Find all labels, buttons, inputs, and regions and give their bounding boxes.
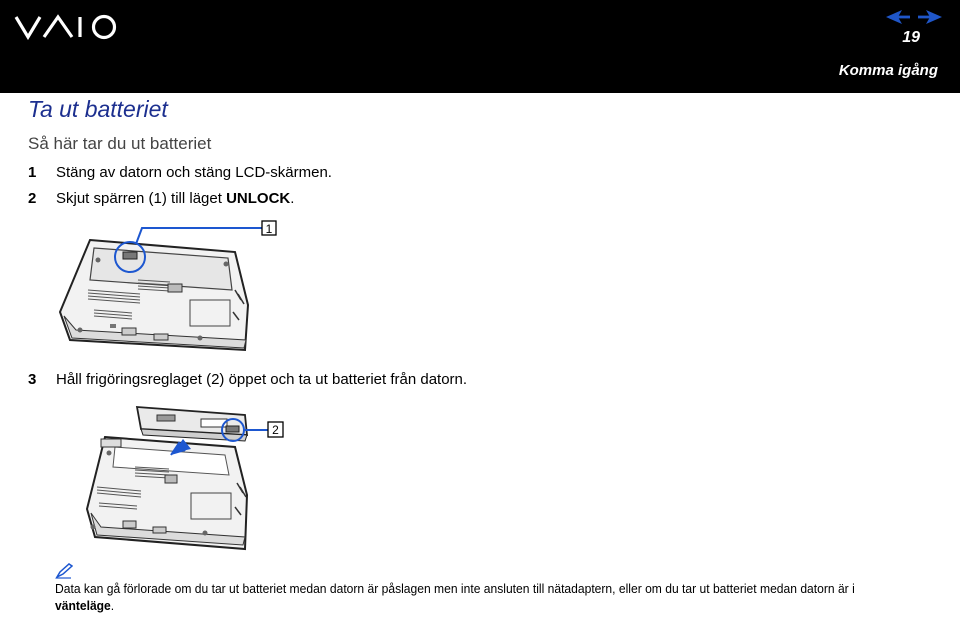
figure-laptop-latch	[50, 220, 290, 365]
note-text	[55, 580, 864, 614]
previous-arrow-icon[interactable]	[886, 10, 910, 24]
pencil-note-icon	[55, 563, 73, 579]
latch	[123, 252, 137, 259]
callout-label-1: 1	[265, 222, 273, 236]
note-end: .	[110, 598, 115, 613]
battery-illustration	[137, 407, 247, 441]
page-number: 19	[902, 29, 920, 46]
step-text: Stäng av datorn och stäng LCD-skärmen.	[56, 164, 332, 181]
step-number: 1	[28, 164, 37, 181]
subtitle: Så här tar du ut batteriet	[28, 134, 212, 153]
page-title: Ta ut batteriet	[28, 96, 168, 122]
next-arrow-icon[interactable]	[918, 10, 942, 24]
header-bar	[0, 0, 960, 93]
callout-label-2: 2	[272, 423, 279, 437]
laptop-underside-illustration	[87, 437, 247, 549]
step-2	[28, 190, 294, 207]
step-3	[28, 371, 467, 388]
nav-arrows	[884, 9, 944, 25]
release-lever	[226, 426, 239, 432]
step-number: 2	[28, 190, 37, 207]
step-number: 3	[28, 371, 37, 388]
laptop-underside-illustration	[60, 240, 248, 350]
figure-battery-removal	[85, 403, 295, 553]
callout-line	[136, 228, 262, 244]
step-bold-text: UNLOCK	[226, 190, 291, 207]
step-text-end: .	[290, 190, 295, 207]
step-text: Skjut spärren (1) till läget	[56, 190, 227, 207]
step-1	[28, 164, 332, 181]
step-text: Håll frigöringsreglaget (2) öppet och ta ut batteriet från datorn.	[56, 371, 468, 388]
note-body: Data kan gå förlorade om du tar ut batteriet medan datorn är påslagen men inte ansluten till nätadaptern, eller om du tar ut batteriet medan datorn är i	[55, 581, 855, 596]
vaio-logo	[14, 14, 122, 40]
note-bold: vänteläge	[55, 598, 111, 613]
section-name: Komma igång	[838, 62, 938, 79]
